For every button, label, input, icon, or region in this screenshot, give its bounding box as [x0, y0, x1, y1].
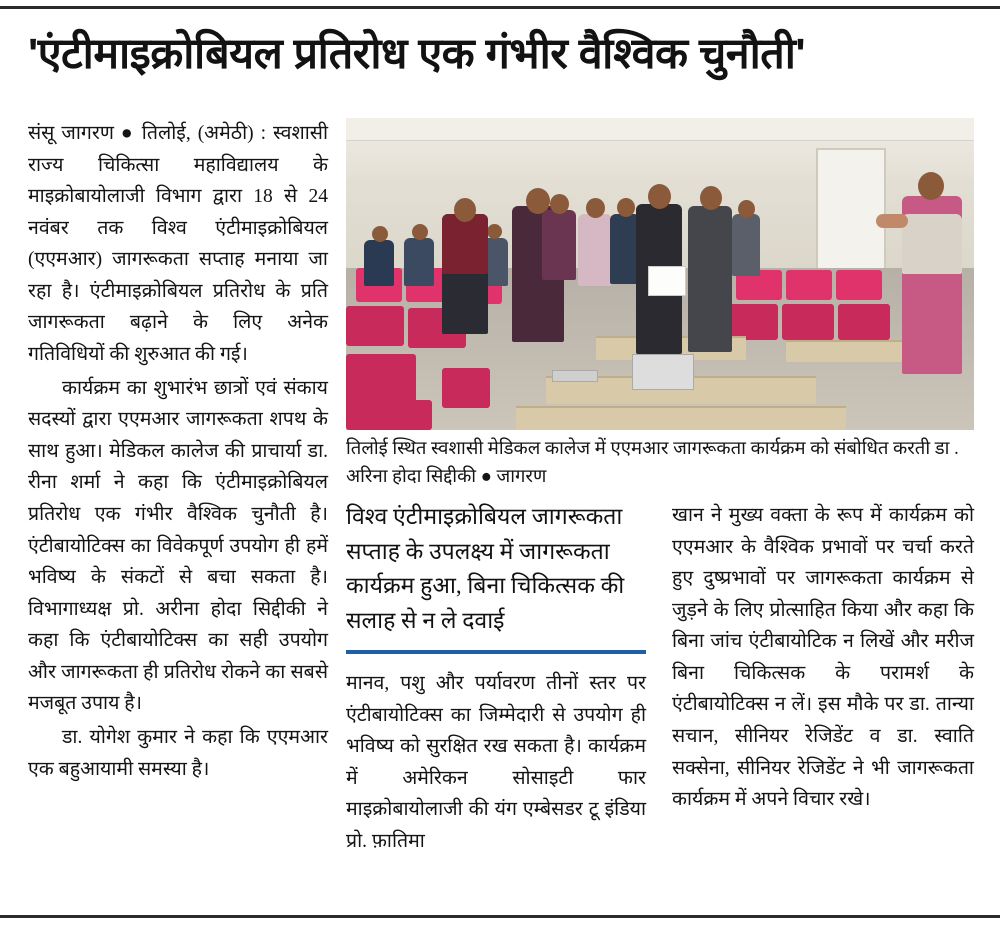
- photo-person-head: [918, 172, 944, 200]
- photo-person-head: [454, 198, 476, 222]
- photo-chair: [786, 270, 832, 300]
- photo-person: [688, 206, 732, 352]
- photo-laptop: [632, 354, 694, 390]
- photo-person-head: [586, 198, 605, 218]
- photo-block: [346, 118, 974, 492]
- photo-person: [578, 214, 612, 286]
- photo-person-head: [648, 184, 671, 209]
- left-column: [28, 118, 328, 787]
- left-column-text: [28, 118, 328, 785]
- photo-person: [364, 240, 394, 286]
- photo-person: [732, 214, 760, 276]
- photo-person: [542, 210, 576, 280]
- photo-speaker-arm: [876, 214, 908, 228]
- pull-quote-divider: [346, 650, 646, 654]
- photo-laptop: [552, 370, 598, 382]
- photo-person-head: [487, 224, 502, 239]
- photo-person-head: [412, 224, 428, 240]
- photo-ceiling: [346, 118, 974, 141]
- page-headline: 'एंटीमाइक्रोबियल प्रतिरोध एक गंभीर वैश्विक चुनौती': [28, 30, 806, 78]
- middle-column-text: [346, 668, 646, 857]
- photo-chair: [346, 354, 416, 406]
- photo-person-shawl: [442, 214, 488, 274]
- photo-chair: [726, 304, 778, 340]
- photo-door: [816, 148, 886, 270]
- top-divider: [0, 6, 1000, 9]
- photo-chair: [836, 270, 882, 300]
- paragraph: खान ने मुख्य वक्ता के रूप में कार्यक्रम को एएमआर के वैश्विक प्रभावों पर चर्चा करते हुए दुष्प्रभावों पर जागरूकता कार्यक्रम से जुड़ने के लिए प्रोत्साहित किया और कहा कि बिना जांच एंटीबायोटिक न लिखें और मरीज बिना चिकित्सक के परामर्श के एंटीबायोटिक्स न लें। इस मौके पर डा. तान्या सचान, सीनियर रेजिडेंट व डा. स्वाति सक्सेना, सीनियर रेजिडेंट ने भी जागरूकता कार्यक्रम में अपने विचार रखे।: [672, 505, 974, 811]
- photo-chair: [346, 306, 404, 346]
- photo-speaker-shawl: [902, 214, 962, 274]
- paragraph: कार्यक्रम का शुभारंभ छात्रों एवं संकाय सदस्यों द्वारा एएमआर जागरूकता शपथ के साथ हुआ। मेडिकल कालेज की प्राचार्या डा. रीना शर्मा ने कहा कि एंटीमाइक्रोबियल प्रतिरोध एक गंभीर वैश्विक चुनौती है। एंटीबायोटिक्स का विवेकपूर्ण उपयोग ही हमें भविष्य के संकटों से बचा सकता है। विभागाध्यक्ष प्रो. अरीना होदा सिद्दीकी ने कहा कि एंटीबायोटिक्स का सही उपयोग और जागरूकता ही प्रतिरोध रोकने का सबसे मजबूत उपाय है।: [28, 377, 328, 715]
- photo-chair: [442, 368, 490, 408]
- bottom-divider: [0, 915, 1000, 918]
- photo-caption: तिलोई स्थित स्वशासी मेडिकल कालेज में एएमआर जागरूकता कार्यक्रम को संबोधित करती डा . अरिना होदा सिद्दीकी ● जागरण: [346, 439, 959, 487]
- paragraph: संसू जागरण ● तिलोई, (अमेठी) : स्वशासी राज्य चिकित्सा महाविद्यालय के माइक्रोबायोलाजी विभाग द्वारा 18 से 24 नवंबर तक विश्व एंटीमाइक्रोबियल (एएमआर) जागरूकता सप्ताह मनाया जा रहा है। एंटीमाइक्रोबियल प्रतिरोध के प्रति जागरूकता बढ़ाने के लिए अनेक गतिविधियों की शुरुआत की गई।: [28, 123, 328, 366]
- paragraph: डा. योगेश कुमार ने कहा कि एएमआर एक बहुआयामी समस्या है।: [28, 726, 328, 780]
- pull-quote: विश्व एंटीमाइक्रोबियल जागरूकता सप्ताह के उपलक्ष्य में जागरूकता कार्यक्रम हुआ, बिना चिकित्सक की सलाह से न ले दवाई: [346, 504, 625, 633]
- photo-person-head: [617, 198, 635, 217]
- photo-chair: [346, 400, 432, 430]
- photo-chair: [838, 304, 890, 340]
- photo-person-head: [372, 226, 388, 242]
- right-column-text: [672, 500, 974, 816]
- photo-desk: [516, 406, 846, 430]
- photo-desk: [786, 340, 906, 362]
- photo-person-head: [738, 200, 755, 218]
- photo-person: [404, 238, 434, 286]
- photo-paper: [648, 266, 686, 296]
- paragraph: मानव, पशु और पर्यावरण तीनों स्तर पर एंटीबायोटिक्स का जिम्मेदारी से उपयोग ही भविष्य को सुरक्षित रख सकता है। कार्यक्रम में अमेरिकन सोसाइटी फार माइक्रोबायोलाजी की यंग एम्बेसडर टू इंडिया प्रो. फ़ातिमा: [346, 673, 646, 852]
- right-column: [672, 500, 974, 859]
- photo-person-head: [550, 194, 569, 214]
- middle-column: [346, 500, 646, 859]
- lower-columns: [346, 500, 974, 859]
- article-columns: [28, 118, 974, 888]
- article-photo: [346, 118, 974, 430]
- photo-person-head: [700, 186, 722, 210]
- photo-chair: [782, 304, 834, 340]
